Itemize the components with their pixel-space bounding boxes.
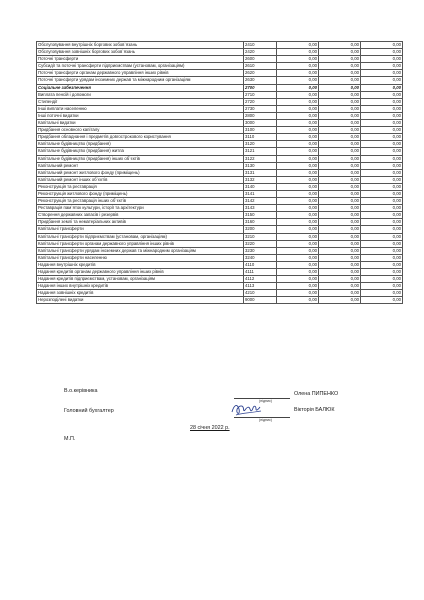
table-row (37, 134, 403, 141)
row-code-cell: 2720 (244, 98, 277, 105)
row-name-cell: Субсидії та поточні трансферти підприємствам (установам, організаціям) (37, 63, 244, 70)
row-value-cell: 0,00 (319, 240, 361, 247)
row-value-cell: 0,00 (319, 212, 361, 219)
row-value-cell: 0,00 (277, 56, 319, 63)
row-value-cell: 0,00 (277, 155, 319, 162)
row-value-cell: 0,00 (277, 269, 319, 276)
row-value-cell: 0,00 (319, 77, 361, 84)
row-code-cell: 4111 (244, 269, 277, 276)
row-value-cell: 0,00 (319, 254, 361, 261)
row-code-cell: 2630 (244, 77, 277, 84)
row-value-cell: 0,00 (361, 77, 403, 84)
row-value-cell: 0,00 (361, 63, 403, 70)
signing-date: 28 січня 2022 р. (190, 425, 230, 431)
row-value-cell: 0,00 (277, 49, 319, 56)
row-name-cell: Нерозподілені видатки (37, 297, 244, 304)
row-name-cell: Виплата пенсій і допомоги (37, 91, 244, 98)
row-value-cell: 0,00 (277, 77, 319, 84)
row-value-cell: 0,00 (319, 98, 361, 105)
row-name-cell: Поточні трансферти органам державного управління інших рівнів (37, 70, 244, 77)
row-value-cell: 0,00 (319, 198, 361, 205)
table-row (37, 141, 403, 148)
row-value-cell: 0,00 (361, 134, 403, 141)
row-value-cell: 0,00 (319, 162, 361, 169)
row-name-cell: Капітальні трансферти органам державного управління інших рівнів (37, 240, 244, 247)
row-value-cell: 0,00 (319, 283, 361, 290)
table-row (37, 162, 403, 169)
row-value-cell: 0,00 (277, 261, 319, 268)
row-value-cell: 0,00 (361, 198, 403, 205)
row-value-cell: 0,00 (319, 84, 361, 91)
accountant-name: Вікторія БАЛЮК (294, 407, 335, 413)
row-name-cell: Надання зовнішніх кредитів (37, 290, 244, 297)
row-value-cell: 0,00 (319, 134, 361, 141)
row-value-cell: 0,00 (361, 98, 403, 105)
row-value-cell: 0,00 (277, 98, 319, 105)
table-row (37, 198, 403, 205)
table-row (37, 240, 403, 247)
table-row (37, 297, 403, 304)
row-value-cell: 0,00 (277, 276, 319, 283)
table-row (37, 190, 403, 197)
row-value-cell: 0,00 (319, 226, 361, 233)
row-name-cell: Капітальні трансферти урядам іноземних держав та міжнародним організаціям (37, 247, 244, 254)
row-value-cell: 0,00 (319, 127, 361, 134)
row-value-cell: 0,00 (277, 162, 319, 169)
table-row (37, 226, 403, 233)
table-row (37, 63, 403, 70)
table-row (37, 212, 403, 219)
row-value-cell: 0,00 (277, 70, 319, 77)
row-code-cell: 2620 (244, 70, 277, 77)
row-value-cell: 0,00 (319, 205, 361, 212)
row-name-cell: Реконструкція та реставрація (37, 183, 244, 190)
row-code-cell: 3200 (244, 226, 277, 233)
row-value-cell: 0,00 (361, 283, 403, 290)
row-value-cell: 0,00 (319, 70, 361, 77)
table-row (37, 247, 403, 254)
row-value-cell: 0,00 (277, 190, 319, 197)
table-row (37, 49, 403, 56)
row-name-cell: Капітальний ремонт інших об`єктів (37, 176, 244, 183)
row-name-cell: Обслуговування внутрішніх боргових зобов`язань (37, 42, 244, 49)
row-value-cell: 0,00 (319, 219, 361, 226)
row-value-cell: 0,00 (319, 261, 361, 268)
row-name-cell: Капітальне будівництво (придбання) житла (37, 148, 244, 155)
table-row (37, 98, 403, 105)
row-value-cell: 0,00 (277, 226, 319, 233)
row-value-cell: 0,00 (361, 148, 403, 155)
table-row (37, 290, 403, 297)
row-name-cell: Реставрація пам`яток культури, історії та архітектури (37, 205, 244, 212)
row-code-cell: 3160 (244, 219, 277, 226)
row-code-cell: 3120 (244, 141, 277, 148)
row-value-cell: 0,00 (277, 105, 319, 112)
row-value-cell: 0,00 (361, 49, 403, 56)
row-code-cell: 4113 (244, 283, 277, 290)
row-name-cell: Надання кредитів органам державного управління інших рівнів (37, 269, 244, 276)
row-value-cell: 0,00 (361, 84, 403, 91)
table-row (37, 276, 403, 283)
row-value-cell: 0,00 (277, 42, 319, 49)
row-value-cell: 0,00 (319, 269, 361, 276)
table-row (37, 269, 403, 276)
row-value-cell: 0,00 (361, 155, 403, 162)
row-value-cell: 0,00 (361, 176, 403, 183)
row-name-cell: Капітальні трансферти населенню (37, 254, 244, 261)
row-value-cell: 0,00 (361, 276, 403, 283)
accountant-role: Головний бухгалтер (64, 408, 114, 414)
table-row (37, 112, 403, 119)
row-value-cell: 0,00 (319, 276, 361, 283)
row-value-cell: 0,00 (319, 155, 361, 162)
row-value-cell: 0,00 (361, 226, 403, 233)
row-name-cell: Надання кредитів підприємствам, установам, організаціям (37, 276, 244, 283)
row-value-cell: 0,00 (361, 219, 403, 226)
row-value-cell: 0,00 (319, 42, 361, 49)
row-name-cell: Інші виплати населенню (37, 105, 244, 112)
row-value-cell: 0,00 (319, 190, 361, 197)
row-name-cell: Створення державних запасів і резервів (37, 212, 244, 219)
row-code-cell: 4110 (244, 261, 277, 268)
row-code-cell: 3122 (244, 155, 277, 162)
row-code-cell: 3132 (244, 176, 277, 183)
row-code-cell: 3240 (244, 254, 277, 261)
row-value-cell: 0,00 (319, 120, 361, 127)
row-name-cell: Надання внутрішніх кредитів (37, 261, 244, 268)
table-row (37, 233, 403, 240)
row-value-cell: 0,00 (361, 91, 403, 98)
table-row (37, 219, 403, 226)
row-value-cell: 0,00 (277, 120, 319, 127)
row-name-cell: Обслуговування зовнішніх боргових зобов`язань (37, 49, 244, 56)
row-value-cell: 0,00 (277, 148, 319, 155)
row-value-cell: 0,00 (277, 205, 319, 212)
row-value-cell: 0,00 (277, 183, 319, 190)
row-code-cell: 3000 (244, 120, 277, 127)
row-value-cell: 0,00 (319, 233, 361, 240)
handwritten-signature-icon (230, 399, 264, 419)
row-value-cell: 0,00 (361, 120, 403, 127)
row-name-cell: Поточні трансферти (37, 56, 244, 63)
row-code-cell: 3143 (244, 205, 277, 212)
table-row (37, 56, 403, 63)
row-name-cell: Капітальний ремонт (37, 162, 244, 169)
accountant-signature-hint: (підпис) (259, 418, 272, 422)
row-value-cell: 0,00 (361, 290, 403, 297)
row-value-cell: 0,00 (361, 105, 403, 112)
row-value-cell: 0,00 (361, 190, 403, 197)
row-value-cell: 0,00 (277, 212, 319, 219)
row-name-cell: Поточні трансферти урядам іноземних держав та міжнародним організаціям (37, 77, 244, 84)
row-value-cell: 0,00 (319, 247, 361, 254)
row-code-cell: 3131 (244, 169, 277, 176)
row-value-cell: 0,00 (319, 183, 361, 190)
table-row (37, 283, 403, 290)
table-row (37, 205, 403, 212)
row-name-cell: Придбання обладнання і предметів довгострокового користування (37, 134, 244, 141)
row-value-cell: 0,00 (361, 70, 403, 77)
row-value-cell: 0,00 (319, 176, 361, 183)
row-value-cell: 0,00 (319, 56, 361, 63)
table-row (37, 169, 403, 176)
row-code-cell: 3220 (244, 240, 277, 247)
row-value-cell: 0,00 (319, 148, 361, 155)
row-value-cell: 0,00 (277, 290, 319, 297)
row-value-cell: 0,00 (361, 205, 403, 212)
row-value-cell: 0,00 (277, 219, 319, 226)
table-row (37, 155, 403, 162)
row-value-cell: 0,00 (319, 63, 361, 70)
row-value-cell: 0,00 (361, 247, 403, 254)
row-name-cell: Придбання основного капіталу (37, 127, 244, 134)
row-value-cell: 0,00 (361, 162, 403, 169)
row-code-cell: 3100 (244, 127, 277, 134)
table-row (37, 120, 403, 127)
row-value-cell: 0,00 (277, 247, 319, 254)
row-value-cell: 0,00 (277, 254, 319, 261)
row-value-cell: 0,00 (361, 240, 403, 247)
row-name-cell: Капітальне будівництво (придбання) інших об`єктів (37, 155, 244, 162)
table-row (37, 105, 403, 112)
row-value-cell: 0,00 (277, 283, 319, 290)
table-row (37, 127, 403, 134)
director-role: В.о.керівника (64, 388, 98, 394)
row-value-cell: 0,00 (277, 134, 319, 141)
row-code-cell: 4210 (244, 290, 277, 297)
row-value-cell: 0,00 (361, 212, 403, 219)
row-code-cell: 2410 (244, 42, 277, 49)
row-value-cell: 0,00 (277, 169, 319, 176)
row-name-cell: Придбання землі та нематеріальних активів (37, 219, 244, 226)
row-value-cell: 0,00 (361, 127, 403, 134)
table-row (37, 70, 403, 77)
director-name: Олена ПИПЕНКО (294, 391, 339, 397)
row-code-cell: 2730 (244, 105, 277, 112)
row-value-cell: 0,00 (277, 176, 319, 183)
table-row (37, 77, 403, 84)
row-value-cell: 0,00 (361, 42, 403, 49)
row-code-cell: 3210 (244, 233, 277, 240)
row-value-cell: 0,00 (319, 297, 361, 304)
row-value-cell: 0,00 (277, 127, 319, 134)
table-row (37, 176, 403, 183)
table-row (37, 84, 403, 91)
row-code-cell: 3141 (244, 190, 277, 197)
row-value-cell: 0,00 (361, 169, 403, 176)
row-code-cell: 2600 (244, 56, 277, 63)
row-code-cell: 2800 (244, 112, 277, 119)
table-row (37, 261, 403, 268)
table-row (37, 91, 403, 98)
row-value-cell: 0,00 (361, 261, 403, 268)
row-name-cell: Реконструкція житлового фонду (приміщень) (37, 190, 244, 197)
stamp-place-label: М.П. (64, 436, 76, 442)
row-value-cell: 0,00 (319, 169, 361, 176)
row-value-cell: 0,00 (361, 269, 403, 276)
director-signature-hint: (підпис) (259, 399, 272, 403)
row-value-cell: 0,00 (277, 297, 319, 304)
row-value-cell: 0,00 (361, 183, 403, 190)
row-value-cell: 0,00 (277, 91, 319, 98)
row-code-cell: 3110 (244, 134, 277, 141)
row-name-cell: Капітальні трансферти підприємствам (установам, організаціям) (37, 233, 244, 240)
row-code-cell: 4112 (244, 276, 277, 283)
row-name-cell: Стипендії (37, 98, 244, 105)
row-value-cell: 0,00 (277, 233, 319, 240)
row-code-cell: 2610 (244, 63, 277, 70)
row-code-cell: 2420 (244, 49, 277, 56)
row-value-cell: 0,00 (319, 91, 361, 98)
row-code-cell: 3140 (244, 183, 277, 190)
row-code-cell: 3142 (244, 198, 277, 205)
row-code-cell: 3230 (244, 247, 277, 254)
row-value-cell: 0,00 (319, 105, 361, 112)
row-value-cell: 0,00 (277, 198, 319, 205)
row-value-cell: 0,00 (277, 112, 319, 119)
row-value-cell: 0,00 (277, 240, 319, 247)
row-value-cell: 0,00 (361, 112, 403, 119)
row-value-cell: 0,00 (361, 56, 403, 63)
row-value-cell: 0,00 (361, 297, 403, 304)
row-value-cell: 0,00 (319, 49, 361, 56)
table-row (37, 42, 403, 49)
row-value-cell: 0,00 (319, 290, 361, 297)
row-value-cell: 0,00 (319, 141, 361, 148)
row-value-cell: 0,00 (361, 233, 403, 240)
row-name-cell: Капітальні трансферти (37, 226, 244, 233)
row-value-cell: 0,00 (361, 141, 403, 148)
row-code-cell: 2710 (244, 91, 277, 98)
row-name-cell: Інші поточні видатки (37, 112, 244, 119)
row-name-cell: Реконструкція та реставрація інших об`єктів (37, 198, 244, 205)
table-row (37, 183, 403, 190)
table-body (37, 42, 403, 304)
row-code-cell: 3121 (244, 148, 277, 155)
row-value-cell: 0,00 (319, 112, 361, 119)
row-code-cell: 2700 (244, 84, 277, 91)
row-name-cell: Соціальне забезпечення (37, 84, 244, 91)
row-code-cell: 3150 (244, 212, 277, 219)
row-value-cell: 0,00 (277, 141, 319, 148)
table-row (37, 254, 403, 261)
row-name-cell: Капітальні видатки (37, 120, 244, 127)
row-value-cell: 0,00 (361, 254, 403, 261)
row-code-cell: 9000 (244, 297, 277, 304)
row-name-cell: Капітальний ремонт житлового фонду (приміщень) (37, 169, 244, 176)
expenditure-table (36, 41, 403, 304)
row-value-cell: 0,00 (277, 84, 319, 91)
row-name-cell: Надання інших внутрішніх кредитів (37, 283, 244, 290)
row-name-cell: Капітальне будівництво (придбання) (37, 141, 244, 148)
table-row (37, 148, 403, 155)
row-value-cell: 0,00 (277, 63, 319, 70)
row-code-cell: 3130 (244, 162, 277, 169)
